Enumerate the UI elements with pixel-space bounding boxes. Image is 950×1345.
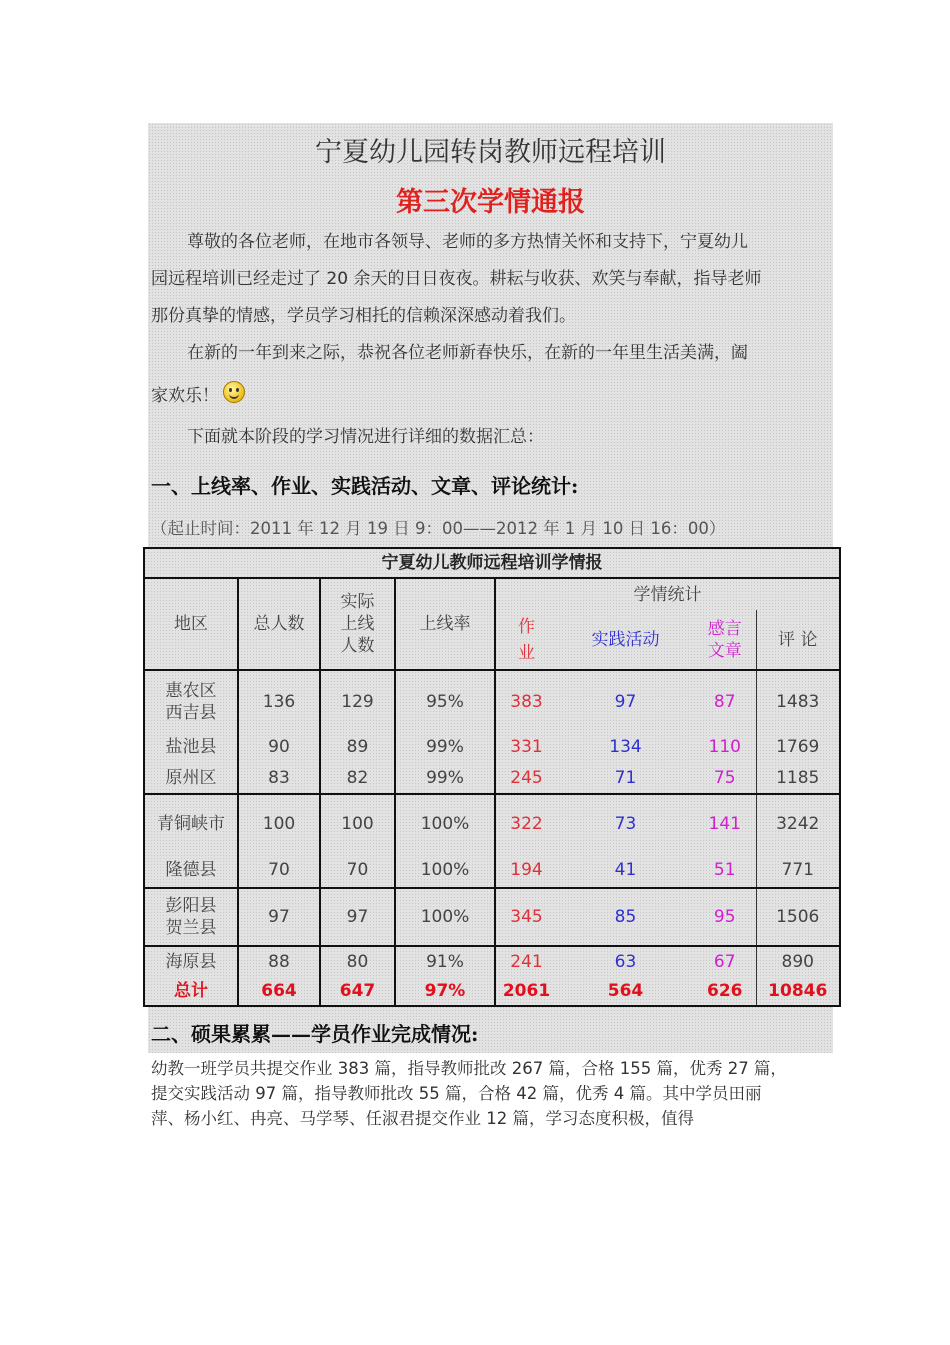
- body-line: 萍、杨小红、冉亮、马学琴、任淑君提交作业 12 篇，学习态度积极，值得: [151, 1109, 694, 1128]
- cell-actual: 97: [320, 888, 395, 946]
- region-name: 惠农区: [165, 680, 217, 701]
- cell-comment: 1185: [756, 762, 840, 794]
- totals-total: 664: [238, 976, 320, 1006]
- totals-label: 总计: [144, 976, 238, 1006]
- cell-rate: 100%: [395, 852, 495, 888]
- cell-rate: 99%: [395, 732, 495, 762]
- cell-actual: 70: [320, 852, 395, 888]
- cell-practice: 134: [609, 737, 642, 757]
- cell-practice: 63: [614, 951, 637, 972]
- header-homework-1: 作: [518, 616, 535, 637]
- cell-practice: 97: [614, 691, 637, 712]
- cell-actual: 80: [320, 946, 395, 976]
- greeting-text: 家欢乐！: [151, 386, 219, 406]
- table-row: [144, 852, 840, 888]
- totals-rate: 97%: [395, 976, 495, 1006]
- body-line: 幼教一班学员共提交作业 383 篇，指导教师批改 267 篇，合格 155 篇，优秀 27 篇，: [151, 1059, 787, 1078]
- cell-homework: 322: [495, 794, 557, 852]
- header-comment: 评 论: [756, 610, 840, 670]
- cell-region: 隆德县: [144, 852, 238, 888]
- header-article-1: 感言: [707, 618, 742, 639]
- cell-homework: 383: [495, 670, 557, 732]
- section2-body: [151, 1056, 841, 1131]
- greeting-line-2: [151, 378, 841, 415]
- cell-rate: 100%: [395, 888, 495, 946]
- cell-homework: 331: [495, 732, 557, 762]
- intro-line: 园远程培训已经走过了 20 余天的日日夜夜。耕耘与收获、欢笑与奉献，指导老师: [151, 269, 762, 289]
- totals-article: 626: [694, 976, 756, 1006]
- totals-homework: 2061: [495, 976, 557, 1006]
- cell-total: 97: [238, 888, 320, 946]
- header-actual: [320, 578, 395, 670]
- table-row: [144, 794, 840, 852]
- table-row: [144, 732, 840, 762]
- cell-practice: 71: [557, 762, 694, 794]
- section1-heading: 一、上线率、作业、实践活动、文章、评论统计:: [151, 474, 579, 498]
- cell-region: [144, 670, 238, 732]
- table-title: 宁夏幼儿教师远程培训学情报: [144, 548, 840, 578]
- cell-actual: 82: [320, 762, 395, 794]
- cell-article: 141: [708, 813, 741, 834]
- header-study-stats: 学情统计: [495, 578, 840, 610]
- cell-comment: 3242: [756, 794, 840, 852]
- header-practice: 实践活动: [557, 610, 694, 670]
- region-name: 贺兰县: [165, 918, 217, 938]
- cell-actual: 100: [320, 794, 395, 852]
- cell-homework: 245: [495, 762, 557, 794]
- header-article-2: 文章: [707, 640, 742, 661]
- totals-row: [144, 976, 840, 1006]
- intro-paragraph: [151, 224, 841, 456]
- region-name: 彭阳县: [165, 896, 217, 916]
- cell-region: 原州区: [144, 762, 238, 794]
- cell-region: [144, 888, 238, 946]
- region-name: 西吉县: [165, 702, 217, 723]
- cell-region: 盐池县: [144, 732, 238, 762]
- cell-region: 青铜峡市: [144, 794, 238, 852]
- header-actual-3: 人数: [340, 636, 375, 656]
- header-rate: 上线率: [395, 578, 495, 670]
- cell-rate: 95%: [395, 670, 495, 732]
- cell-total: 90: [238, 732, 320, 762]
- cell-article: 75: [694, 762, 756, 794]
- cell-rate: 99%: [395, 762, 495, 794]
- cell-region: 海原县: [144, 946, 238, 976]
- cell-comment: 1769: [756, 732, 840, 762]
- time-period: （起止时间：2011 年 12 月 19 日 9：00——2012 年 1 月 10 日 16：00）: [151, 519, 726, 538]
- cell-practice: 73: [614, 813, 637, 834]
- cell-comment: 1483: [756, 670, 840, 732]
- cell-actual: 89: [320, 732, 395, 762]
- section2-heading: 二、硕果累累——学员作业完成情况:: [151, 1022, 479, 1046]
- cell-total: 83: [238, 762, 320, 794]
- body-line: 提交实践活动 97 篇，指导教师批改 55 篇，合格 42 篇，优秀 4 篇。其中学员田丽: [151, 1084, 762, 1103]
- intro-line: 那份真挚的情感，学员学习相托的信赖深深感动着我们。: [151, 306, 576, 326]
- cell-comment: 890: [756, 946, 840, 976]
- cell-article: 67: [713, 951, 736, 972]
- header-region: 地区: [144, 578, 238, 670]
- stats-table: [143, 547, 841, 1007]
- cell-homework: 241: [495, 946, 557, 976]
- cell-total: 100: [238, 794, 320, 852]
- cell-rate: 91%: [395, 946, 495, 976]
- page-title: 宁夏幼儿园转岗教师远程培训: [315, 137, 666, 168]
- report-subtitle: 第三次学情通报: [396, 187, 585, 218]
- table-row: [144, 946, 840, 976]
- cell-total: 136: [238, 670, 320, 732]
- cell-practice: 85: [557, 888, 694, 946]
- cell-comment: 771: [756, 852, 840, 888]
- smiley-icon: [223, 381, 245, 403]
- cell-rate: 100%: [395, 794, 495, 852]
- header-actual-1: 实际: [340, 592, 375, 612]
- cell-homework: 345: [495, 888, 557, 946]
- intro-line: 尊敬的各位老师，在地市各领导、老师的多方热情关怀和支持下，宁夏幼儿: [187, 232, 748, 252]
- header-total: 总人数: [238, 578, 320, 670]
- header-article: [694, 610, 756, 670]
- header-homework: [495, 610, 557, 670]
- totals-comment: 10846: [756, 976, 840, 1006]
- header-actual-2: 上线: [340, 614, 375, 634]
- summary-intro: 下面就本阶段的学习情况进行详细的数据汇总：: [187, 427, 544, 447]
- cell-practice: 41: [557, 852, 694, 888]
- cell-total: 70: [238, 852, 320, 888]
- cell-article: 95: [694, 888, 756, 946]
- table-row: [144, 670, 840, 732]
- cell-comment: 1506: [756, 888, 840, 946]
- totals-actual: 647: [320, 976, 395, 1006]
- cell-article: 87: [713, 691, 736, 712]
- table-row: [144, 762, 840, 794]
- cell-article: 110: [708, 737, 741, 757]
- totals-practice: 564: [557, 976, 694, 1006]
- greeting-line: 在新的一年到来之际，恭祝各位老师新春快乐，在新的一年里生活美满，阖: [187, 343, 748, 363]
- cell-article: 51: [694, 852, 756, 888]
- cell-homework: 194: [495, 852, 557, 888]
- cell-actual: 129: [320, 670, 395, 732]
- cell-total: 88: [238, 946, 320, 976]
- header-homework-2: 业: [518, 642, 535, 663]
- table-row: [144, 888, 840, 946]
